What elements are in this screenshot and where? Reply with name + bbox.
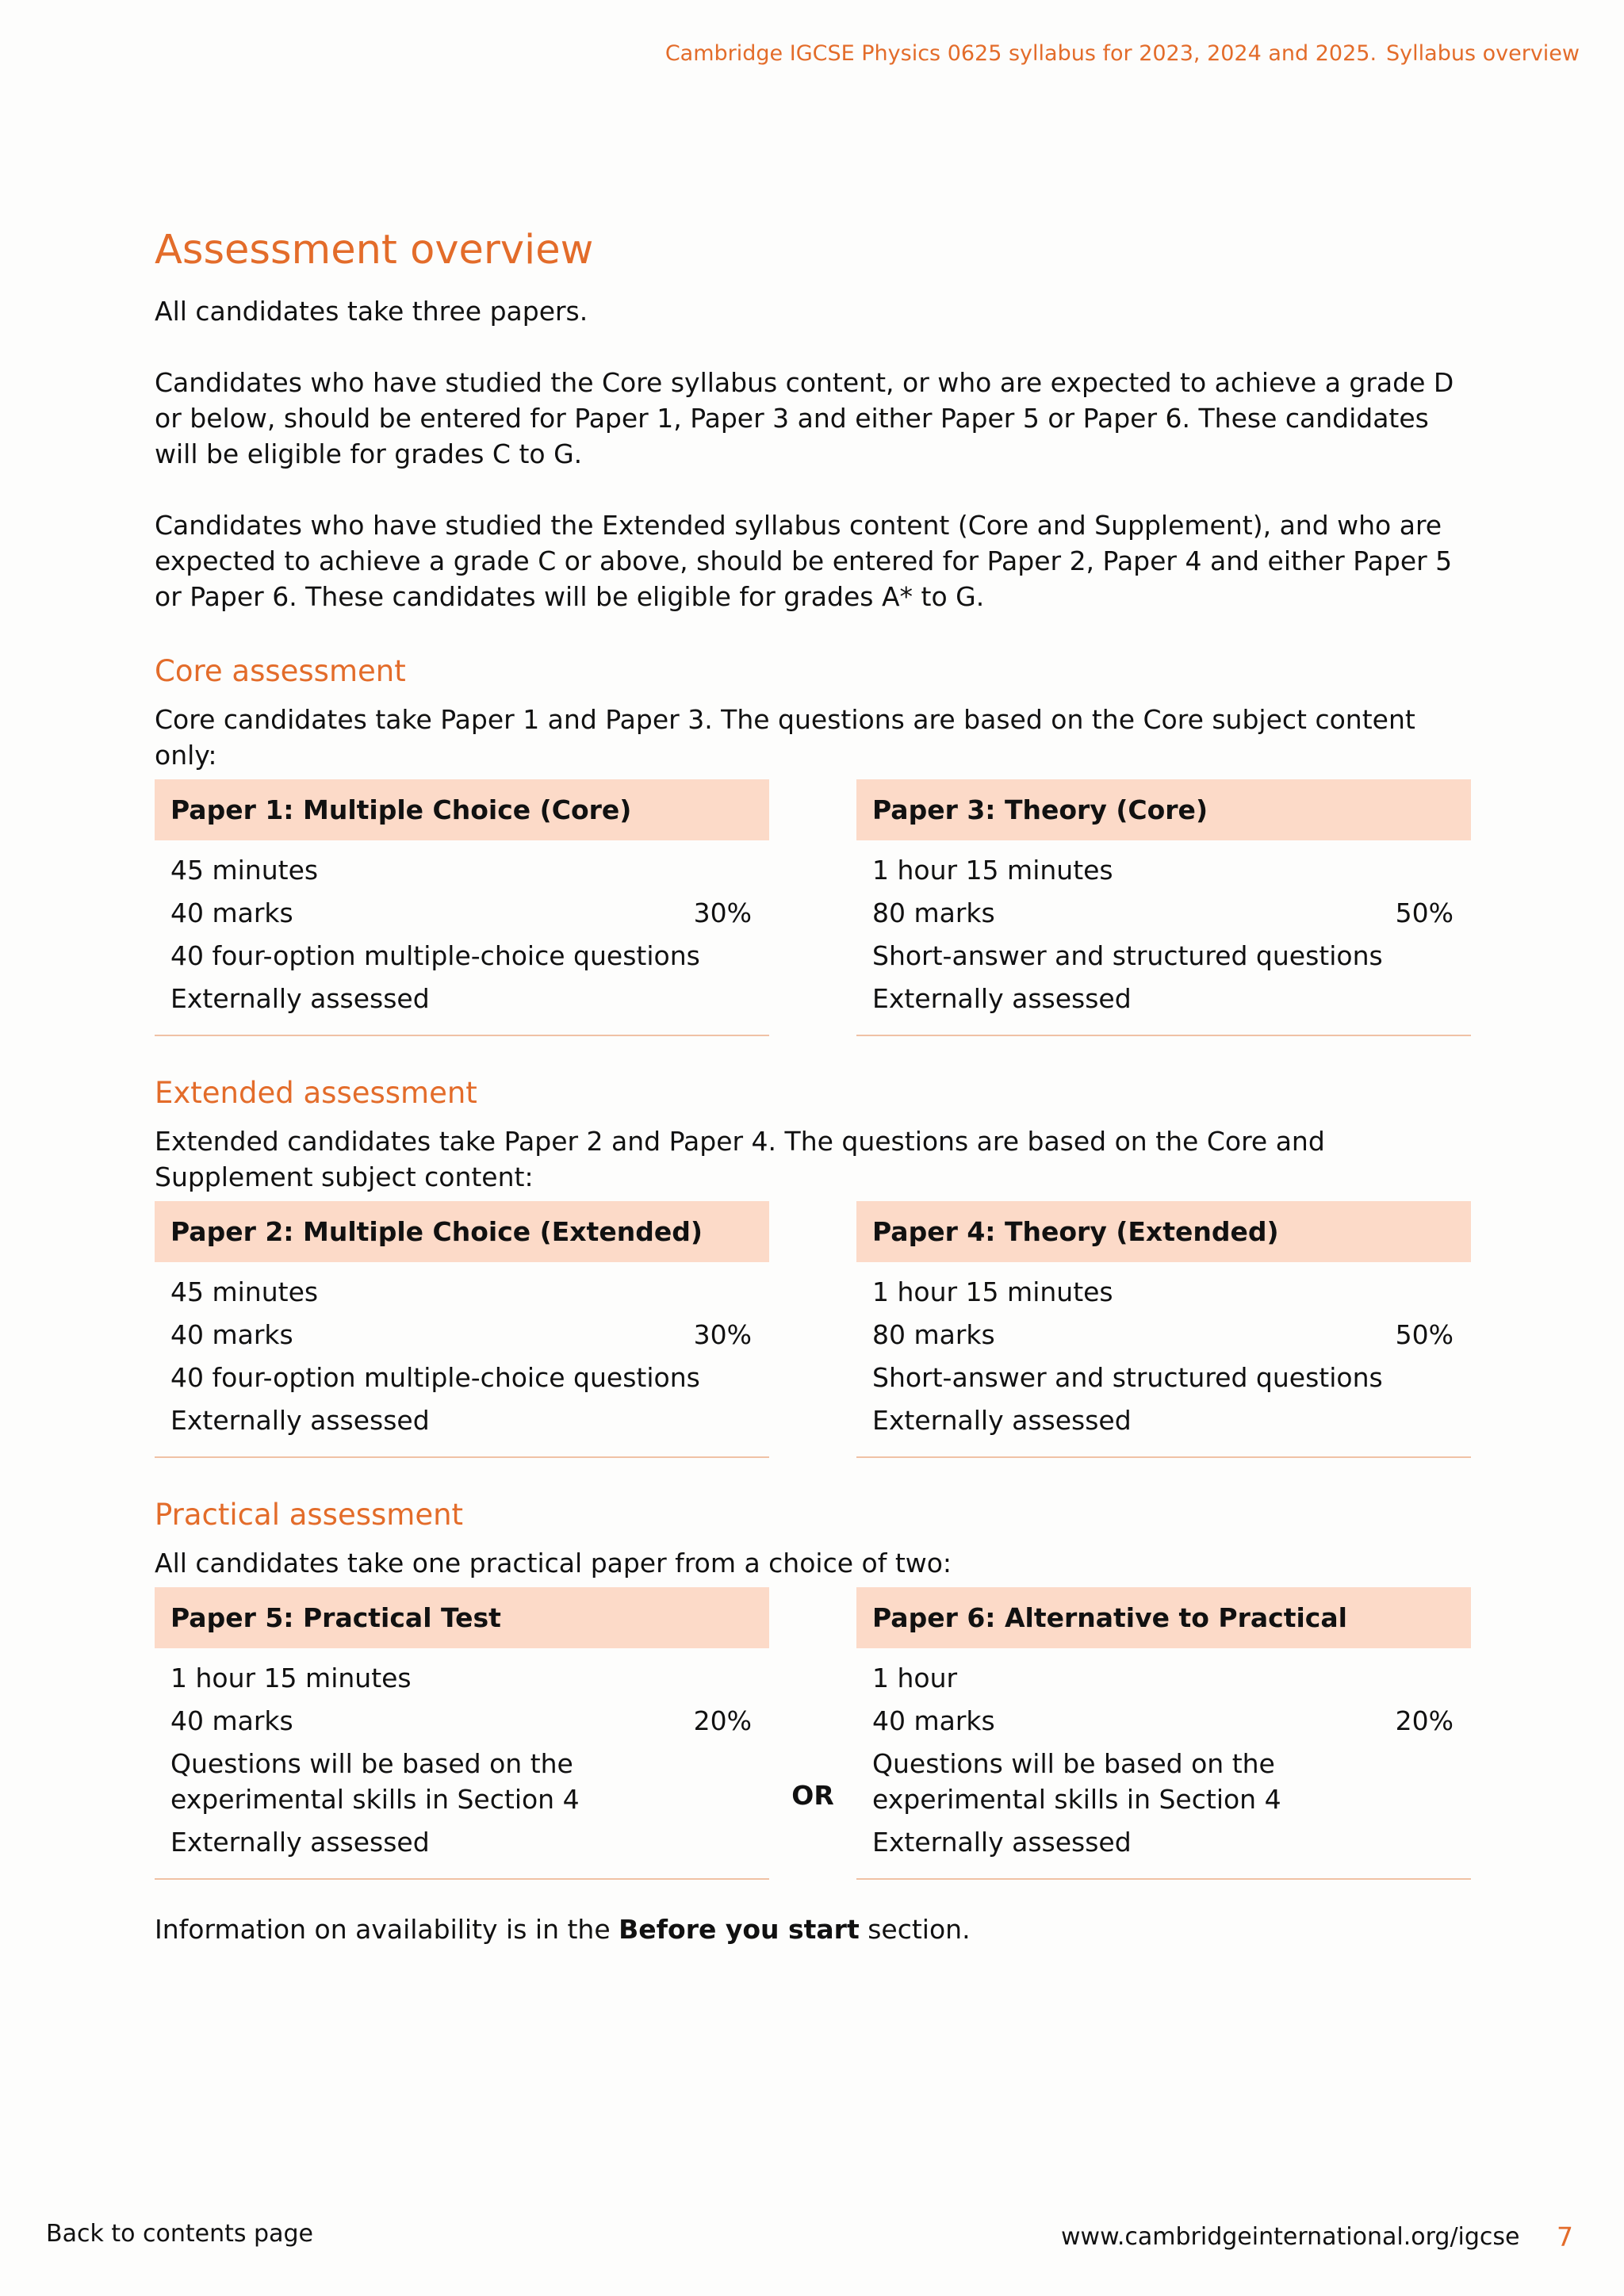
intro-paragraph: All candidates take three papers. <box>155 296 588 327</box>
paper-details <box>856 840 1471 1036</box>
paper-marks: 40 marks <box>170 1705 293 1736</box>
paper-format: Questions will be based on the experimental skills in Section 4 <box>170 1748 580 1815</box>
paper-details <box>155 1648 769 1880</box>
website-link[interactable]: www.cambridgeinternational.org/igcse <box>1061 2223 1520 2251</box>
paper-assessment: Externally assessed <box>872 1405 1132 1436</box>
paper-marks-row <box>170 1317 752 1353</box>
paper-weighting: 30% <box>693 897 752 928</box>
paper-format: 40 four-option multiple-choice questions <box>170 1362 700 1393</box>
paper-marks: 80 marks <box>872 1319 995 1350</box>
paper-details <box>856 1648 1471 1880</box>
core-heading: Core assessment <box>155 654 406 688</box>
extended-heading: Extended assessment <box>155 1076 477 1110</box>
paper-weighting: 50% <box>1395 897 1454 928</box>
paper-marks-row <box>170 1703 752 1739</box>
column-gap <box>769 1201 856 1458</box>
paper-duration: 1 hour <box>872 1663 958 1693</box>
paper-format: Short-answer and structured questions <box>872 940 1383 971</box>
paper-title: Paper 3: Theory (Core) <box>856 779 1471 840</box>
paper-title: Paper 4: Theory (Extended) <box>856 1201 1471 1262</box>
running-header <box>665 41 1580 66</box>
paper-marks: 40 marks <box>170 897 293 928</box>
paper-weighting: 20% <box>1395 1705 1454 1736</box>
practical-heading: Practical assessment <box>155 1498 464 1532</box>
or-label: OR <box>791 1779 834 1811</box>
core-lead: Core candidates take Paper 1 and Paper 3. The questions are based on the Core subject content only: <box>155 704 1415 771</box>
page-number: 7 <box>1557 2221 1573 2252</box>
paper-marks-row <box>872 1703 1454 1739</box>
core-entry-paragraph: Candidates who have studied the Core syllabus content, or who are expected to achieve a grade D or below, should be entered for Paper 1, Paper 3 and either Paper 5 or Paper 6. These candidates will be eligible for grades C to G. <box>155 367 1454 469</box>
paper-assessment: Externally assessed <box>872 1827 1132 1858</box>
availability-text-after: section. <box>859 1914 971 1945</box>
extended-papers <box>155 1201 1471 1458</box>
paper-duration: 1 hour 15 minutes <box>872 1276 1113 1307</box>
paper-weighting: 20% <box>693 1705 752 1736</box>
paper-details <box>155 1262 769 1458</box>
paper-assessment: Externally assessed <box>170 1405 430 1436</box>
paper-card <box>856 1587 1471 1880</box>
column-gap <box>769 779 856 1036</box>
paper-card <box>155 779 769 1036</box>
paper-assessment: Externally assessed <box>872 983 1132 1014</box>
availability-note <box>155 1911 1471 1947</box>
paper-marks-row <box>872 895 1454 931</box>
paper-marks: 40 marks <box>872 1705 995 1736</box>
header-section: Syllabus overview <box>1386 41 1580 66</box>
paper-duration: 1 hour 15 minutes <box>170 1663 412 1693</box>
paper-card <box>856 779 1471 1036</box>
practical-lead: All candidates take one practical paper from a choice of two: <box>155 1548 952 1578</box>
paper-marks: 40 marks <box>170 1319 293 1350</box>
paper-weighting: 50% <box>1395 1319 1454 1350</box>
paper-duration: 45 minutes <box>170 1276 319 1307</box>
paper-title: Paper 2: Multiple Choice (Extended) <box>155 1201 769 1262</box>
paper-title: Paper 5: Practical Test <box>155 1587 769 1648</box>
paper-details <box>155 840 769 1036</box>
column-gap <box>769 1587 856 1880</box>
paper-title: Paper 6: Alternative to Practical <box>856 1587 1471 1648</box>
core-papers <box>155 779 1471 1036</box>
paper-duration: 1 hour 15 minutes <box>872 855 1113 886</box>
extended-lead: Extended candidates take Paper 2 and Paper 4. The questions are based on the Core and Supplement subject content: <box>155 1126 1325 1192</box>
paper-format: Short-answer and structured questions <box>872 1362 1383 1393</box>
paper-marks-row <box>872 1317 1454 1353</box>
before-you-start-link[interactable]: Before you start <box>619 1914 860 1945</box>
paper-card <box>155 1201 769 1458</box>
back-to-contents-link[interactable]: Back to contents page <box>46 2220 313 2248</box>
paper-format: Questions will be based on the experimental skills in Section 4 <box>872 1748 1281 1815</box>
paper-format: 40 four-option multiple-choice questions <box>170 940 700 971</box>
header-title: Cambridge IGCSE Physics 0625 syllabus for 2023, 2024 and 2025. <box>665 41 1377 66</box>
availability-text-before: Information on availability is in the <box>155 1914 619 1945</box>
paper-assessment: Externally assessed <box>170 983 430 1014</box>
practical-papers <box>155 1587 1471 1880</box>
paper-marks: 80 marks <box>872 897 995 928</box>
paper-weighting: 30% <box>693 1319 752 1350</box>
paper-card <box>155 1587 769 1880</box>
paper-marks-row <box>170 895 752 931</box>
extended-entry-paragraph: Candidates who have studied the Extended syllabus content (Core and Supplement), and who are expected to achieve a grade C or above, should be entered for Paper 2, Paper 4 and either Paper 5 or Paper 6. These candidates will be eligible for grades A* to G. <box>155 510 1453 612</box>
paper-duration: 45 minutes <box>170 855 319 886</box>
paper-details <box>856 1262 1471 1458</box>
main-content <box>155 222 1471 1947</box>
page-title: Assessment overview <box>155 227 594 274</box>
paper-card <box>856 1201 1471 1458</box>
paper-assessment: Externally assessed <box>170 1827 430 1858</box>
paper-title: Paper 1: Multiple Choice (Core) <box>155 779 769 840</box>
